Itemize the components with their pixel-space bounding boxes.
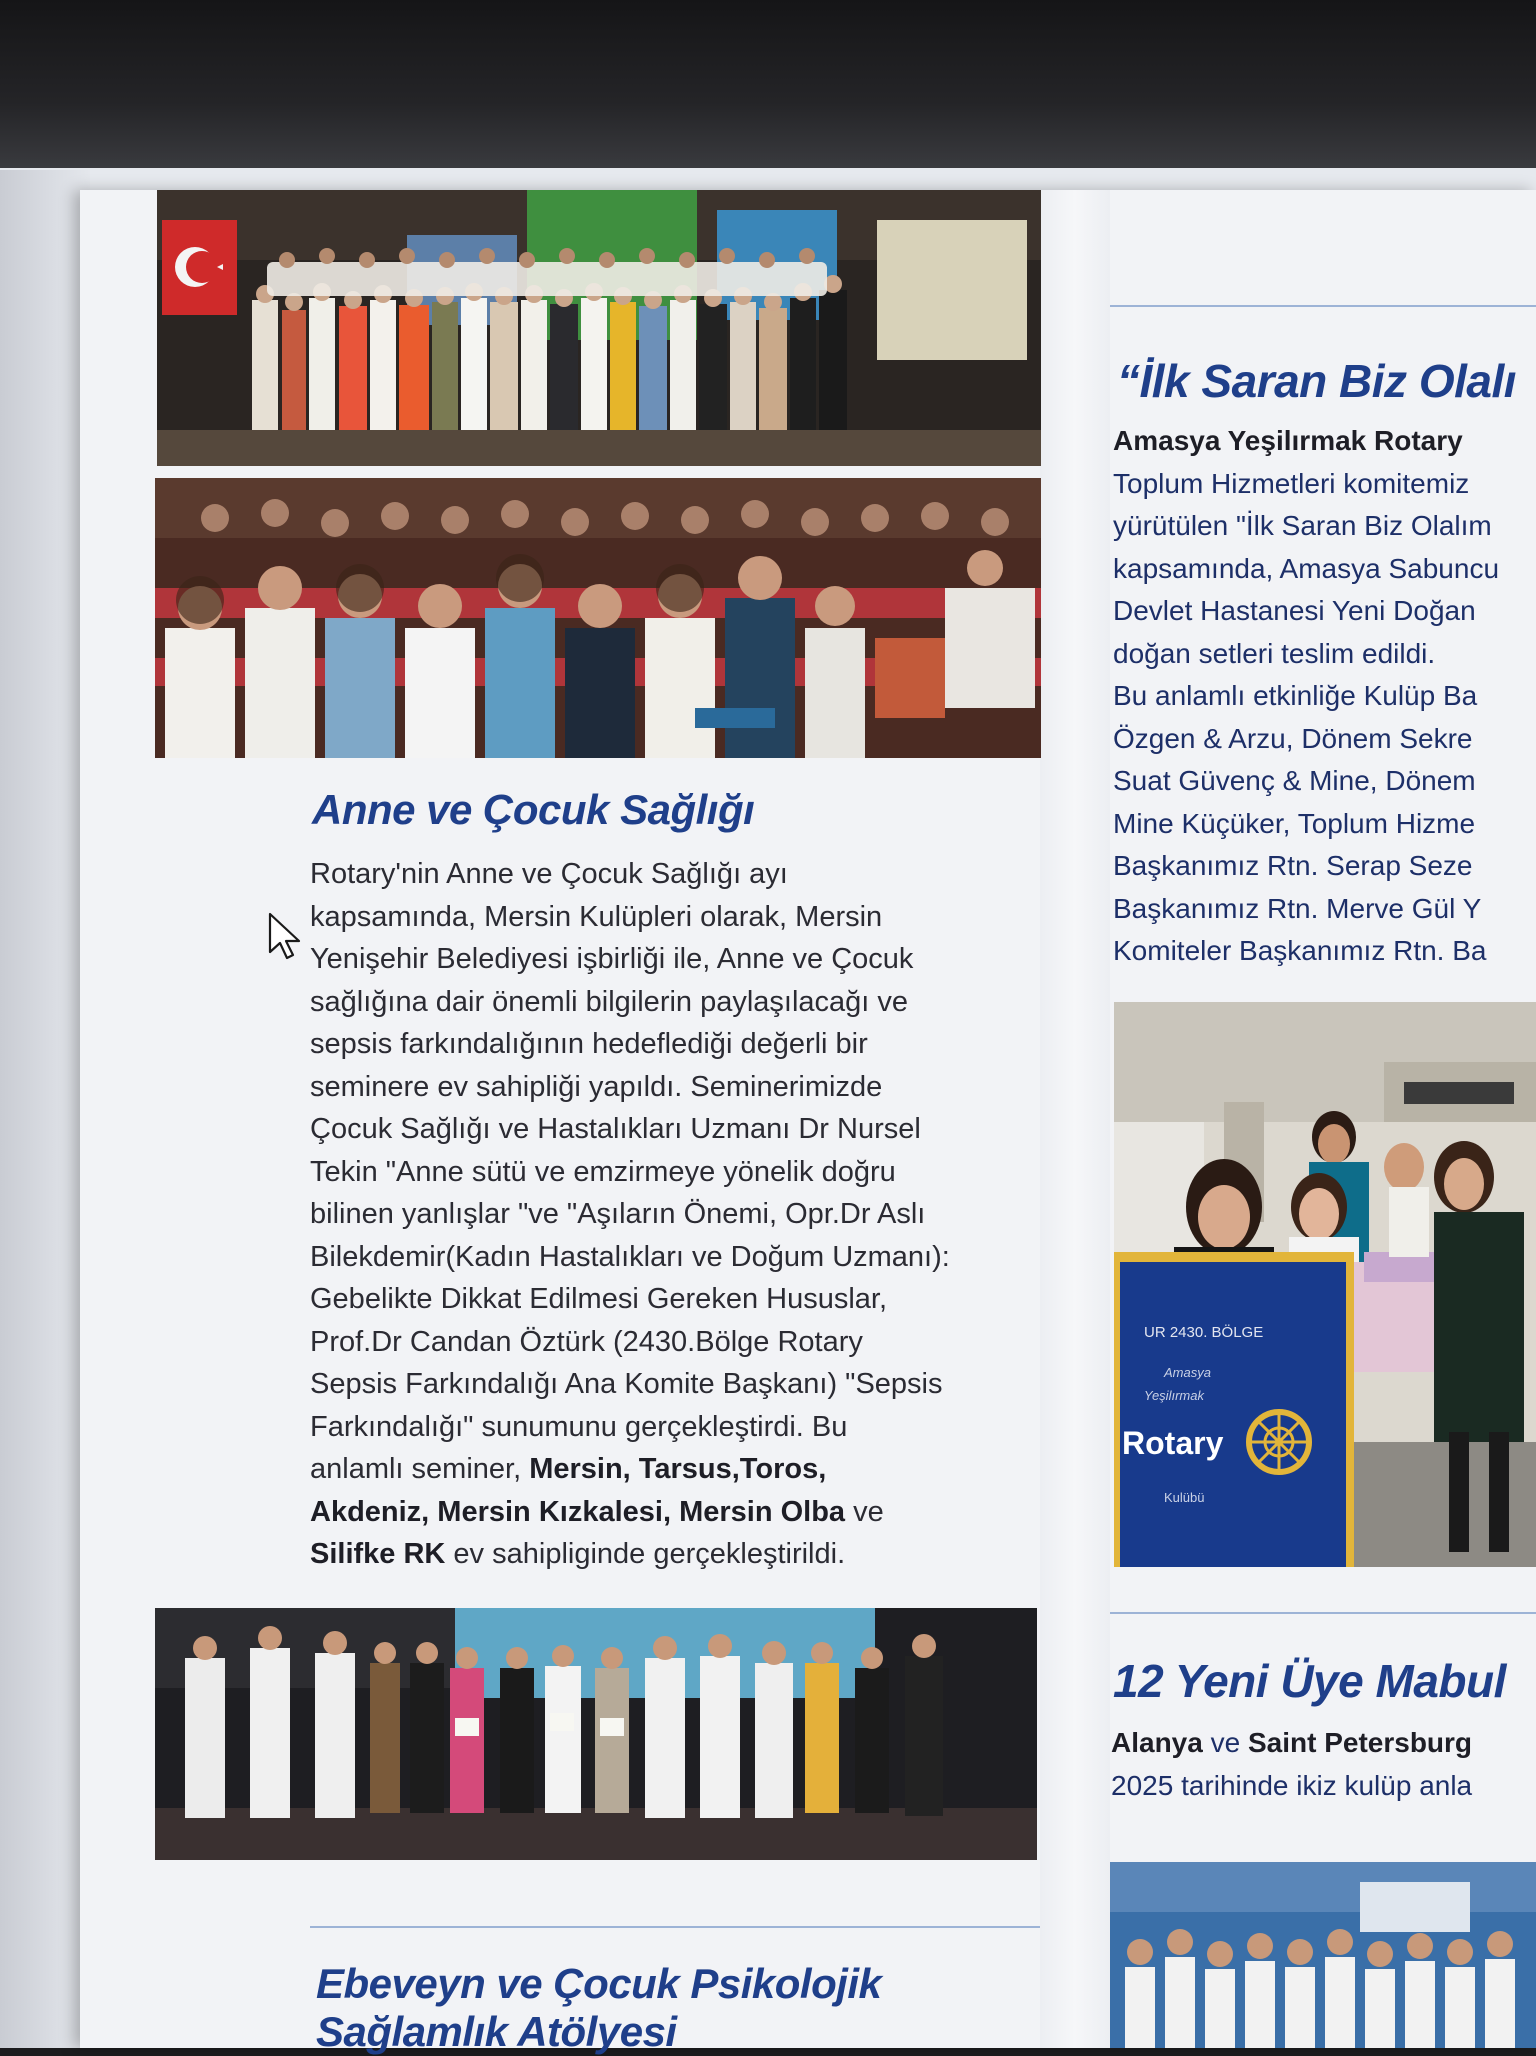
body-line: Mine Küçüker, Toplum Hizme xyxy=(1113,807,1476,839)
mouse-pointer-icon xyxy=(268,912,308,962)
body-line: Sepsis Farkındalığı Ana Komite Başkanı) "Sepsis xyxy=(310,1368,943,1400)
next-article-title-line: Sağlamlık Atölyesi xyxy=(316,2008,677,2055)
body-line: Gebelikte Dikkat Edilmesi Gereken Hususlar, xyxy=(310,1283,888,1315)
second-right-article-title: 12 Yeni Üye Mabul xyxy=(1113,1655,1506,1707)
page-gutter xyxy=(1040,190,1110,2048)
body-line: Çocuk Sağlığı ve Hastalıkları Uzmanı Dr Nursel xyxy=(310,1113,921,1145)
body-line xyxy=(1111,1722,1472,1765)
body-line: Toplum Hizmetleri komitemiz xyxy=(1113,467,1470,499)
body-line: doğan setleri teslim edildi. xyxy=(1113,637,1436,669)
club-names: Akdeniz, Mersin Kızkalesi, Mersin Olba xyxy=(310,1495,846,1528)
body-line: bilinen yanlışlar "ve "Aşıların Önemi, Opr.Dr Aslı xyxy=(310,1198,926,1230)
club-names: Silifke RK xyxy=(310,1538,446,1570)
body-line: Farkındalığı" sunumunu gerçekleştirdi. Bu xyxy=(310,1410,848,1443)
body-line: kapsamında, Mersin Kulüpleri olarak, Mersin xyxy=(310,900,883,933)
next-article-title xyxy=(316,1960,881,2056)
body-line: sepsis farkındalığının hedeflediği değerli bir xyxy=(310,1028,868,1060)
right-article-body xyxy=(1113,420,1499,973)
body-line: yürütülen "İlk Saran Biz Olalım xyxy=(1113,510,1492,541)
body-line: Suat Güvenç & Mine, Dönem xyxy=(1113,765,1476,796)
body-text-plain: anlamlı seminer, xyxy=(310,1453,530,1485)
body-line: Bu anlamlı etkinliğe Kulüp Ba xyxy=(1113,680,1478,711)
body-line: sağlığına dair önemli bilgilerin paylaşılacağı ve xyxy=(310,985,909,1018)
podium-rotary-logo-text: Rotary xyxy=(1122,1425,1224,1461)
body-line: seminere ev sahipliği yapıldı. Seminerimizde xyxy=(310,1070,883,1103)
body-text-plain: ve xyxy=(1202,1727,1248,1758)
podium-district: UR 2430. BÖLGE xyxy=(1144,1324,1264,1341)
audience-photo xyxy=(155,478,1041,758)
twin-club-group-photo xyxy=(1110,1862,1536,2048)
club-name: Amasya Yeşilırmak Rotary xyxy=(1113,425,1463,456)
body-line: Bilekdemir(Kadın Hastalıkları ve Doğum Uzmanı): xyxy=(310,1240,950,1273)
second-right-article-body xyxy=(1111,1722,1472,1807)
podium-city: Amasya xyxy=(1164,1365,1211,1380)
next-article-title-line: Ebeveyn ve Çocuk Psikolojik xyxy=(316,1960,882,2007)
article-title: Anne ve Çocuk Sağlığı xyxy=(312,786,755,833)
turkish-flag xyxy=(162,220,237,315)
body-line: Özgen & Arzu, Dönem Sekre xyxy=(1113,722,1473,754)
hospital-donation-photo xyxy=(1114,1002,1536,1567)
body-line: Başkanımız Rtn. Serap Seze xyxy=(1113,850,1473,881)
body-line: Rotary'nin Anne ve Çocuk Sağlığı ayı xyxy=(310,858,788,890)
certificate-group-photo xyxy=(155,1608,1037,1860)
body-text-plain: ve xyxy=(845,1495,884,1528)
podium-kulubu: Kulübü xyxy=(1164,1490,1205,1505)
viewer-background xyxy=(0,170,90,2048)
body-text-plain: ev sahipliginde gerçekleştirildi. xyxy=(445,1538,846,1570)
body-line: Yenişehir Belediyesi işbirliği ile, Anne ve Çocuk xyxy=(310,943,914,975)
group-photo-stage xyxy=(157,190,1041,466)
rotary-podium xyxy=(1114,1252,1354,1567)
body-line: Komiteler Başkanımız Rtn. Ba xyxy=(1113,935,1487,966)
rotary-wheel-icon xyxy=(1249,1412,1309,1472)
section-divider xyxy=(310,1926,1040,1928)
right-column xyxy=(1110,0,1536,2048)
club-name: Alanya xyxy=(1111,1727,1203,1758)
podium-club: Yeşilırmak xyxy=(1144,1388,1204,1403)
body-line xyxy=(310,1448,950,1491)
body-line xyxy=(310,1491,950,1534)
body-line: Prof.Dr Candan Öztürk (2430.Bölge Rotary xyxy=(310,1325,863,1358)
body-line: Devlet Hastanesi Yeni Doğan xyxy=(1113,595,1476,626)
body-line: kapsamında, Amasya Sabuncu xyxy=(1113,552,1500,584)
body-line: 2025 tarihinde ikiz kulüp anla xyxy=(1111,1769,1473,1801)
right-article-title: “İlk Saran Biz Olalı xyxy=(1117,355,1517,407)
section-divider xyxy=(1110,1612,1536,1614)
body-line xyxy=(1113,420,1499,463)
body-line xyxy=(310,1533,950,1576)
article-body xyxy=(310,853,950,1576)
club-names: Mersin, Tarsus,Toros, xyxy=(529,1453,827,1485)
body-line: Tekin "Anne sütü ve emzirmeye yönelik doğru xyxy=(310,1155,896,1188)
section-divider xyxy=(1110,305,1536,307)
body-line: Başkanımız Rtn. Merve Gül Y xyxy=(1113,892,1482,924)
club-name: Saint Petersburg xyxy=(1247,1727,1473,1758)
